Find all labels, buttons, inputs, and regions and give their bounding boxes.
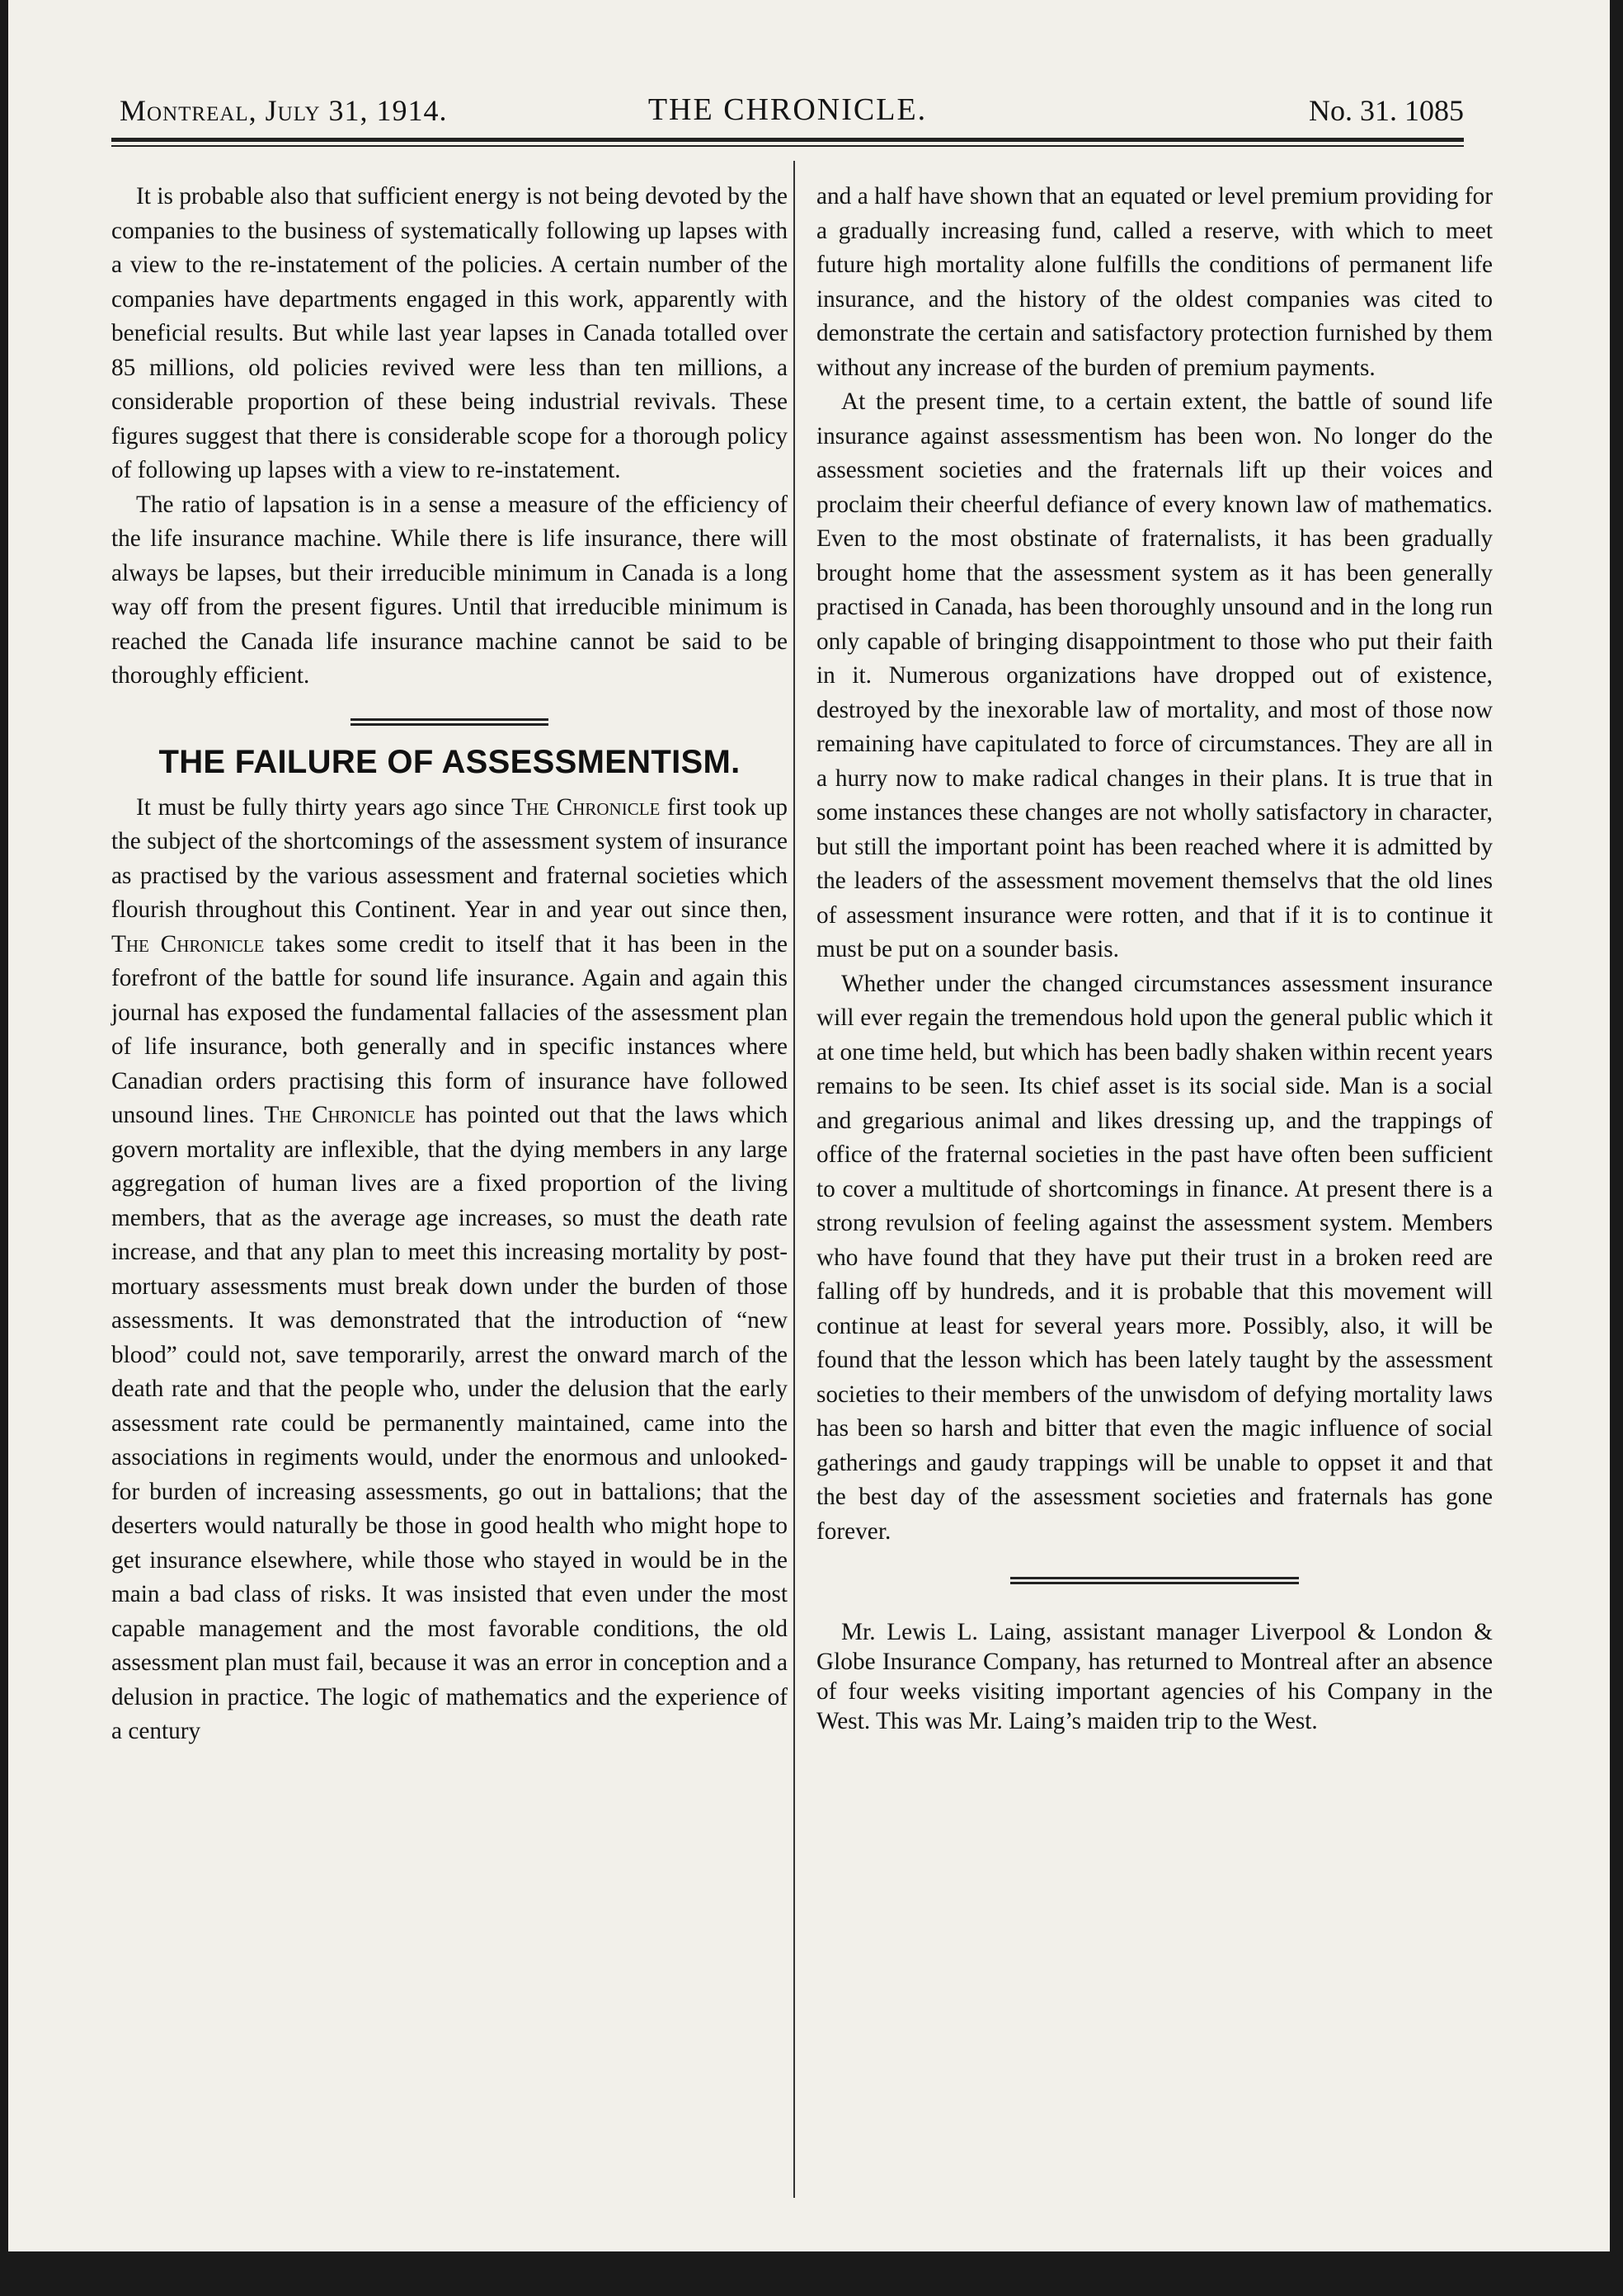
right-column <box>816 180 1493 1736</box>
header-rule-thin <box>111 145 1464 147</box>
battle-paragraph: At the present time, to a certain extent, the battle of sound life insurance against assessmentism has been won. No longer do the assessment societies and the fraternals lift up their voices and proclaim their cheerful defiance of every known law of mathematics. Even to the most obstinate of fraternalists, it has been gradually brought home that the assessment system as it has been generally practised in Canada, has been thoroughly unsound and in the long run only capable of bringing disappointment to those who put their faith in it. Numerous organizations have dropped out of existence, destroyed by the inexorable law of mortality, and most of those now remaining have capitulated to force of circumstances. They are all in a hurry now to make radical changes in their plans. It is true that in some instances these changes are not wholly satisfactory in character, but still the important point has been reached where it is admitted by the leaders of the assessment movement themselvs that the old lines of assessment insurance were rotten, and that if it is to continue it must be put on a sounder basis. <box>816 388 1493 962</box>
future-paragraph: Whether under the changed circumstances assessment insurance will ever regain the tremendous hold upon the general public which it at one time held, but which has been badly shaken within recent years remains to be seen. Its chief asset is its social side. Man is a social and gregarious animal and likes dressing up, and the trappings of office of the fraternal societies in the past have often been sufficient to cover a multitude of shortcomings in finance. At present there is a strong revulsion of feeling against the assessment system. Members who have found that they have put their trust in a broken reed are falling off by hundreds, and it is probable that this movement will continue at least for several years more. Possibly, also, it will be found that the lesson which has been lately taught by the assessment societies to their members of the unwisdom of defying mortality laws has been so harsh and bitter that even the magic influence of social gatherings and gaudy trappings will be unable to oppset it and that the best day of the assessment societies and fraternals has gone forever. <box>816 970 1493 1545</box>
left-column <box>111 180 788 1749</box>
lapses-paragraph: It is probable also that sufficient energy is not being devoted by the companies to the business of systematically following up lapses with a view to the re-instatement of the policies. A certain number of the companies have departments engaged in this work, apparently with beneficial results. But while last year lapses in Canada totalled over 85 millions, old policies revived were less than ten millions, a considerable proportion of these being industrial revivals. These figures suggest that there is considerable scope for a thorough policy of following up lapses with a view to re-instatement. <box>111 183 788 483</box>
header-rule-thick <box>111 138 1464 142</box>
note-divider <box>1010 1577 1299 1584</box>
assessment-article-paragraph: It must be fully thirty years ago since The Chronicle first took up the subject of the shortcomings of the assessment system of insurance as practised by the various assessment and fraternal societies which flourish throughout this Continent. Year in and year out since then, The Chronicle takes some credit to itself that it has been in the forefront of the battle for sound life insurance. Again and again this journal has exposed the fundamental fallacies of the assessment plan of life insurance, both generally and in specific instances where Canadian orders practising this form of insurance have followed unsound lines. The Chronicle has pointed out that the laws which govern mortality are inflexible, that the dying members in any large aggregation of human lives are a fixed proportion of the living members, that as the average age increases, so must the death rate increase, and that any plan to meet this increasing mortality by post-mortuary assessments must break down under the burden of those assessments. It was demonstrated that the introduction of “new blood” could not, save temporarily, arrest the onward march of the death rate and that the people who, under the delusion that the early assessment rate could be permanently maintained, came into the associations in regiments would, under the enormous and unlooked-for burden of increasing assessments, go out in battalions; that the deserters would naturally be those in good health who might hope to get insurance elsewhere, while those who stayed in would be in the main a bad class of risks. It was insisted that even under the most capable management and the most favorable conditions, the old assessment plan must fail, because it was an error in conception and a delusion in practice. The logic of mathematics and the experience of a century <box>111 793 788 1744</box>
section-divider <box>350 718 548 726</box>
column-divider <box>793 161 795 2198</box>
continuation-paragraph: and a half have shown that an equated or level premium providing for a gradually increasing fund, called a reserve, with which to meet future high mortality alone fulfills the conditions of permanent life insurance, and the history of the oldest companies was cited to demonstrate the certain and satisfactory protection furnished by them without any increase of the burden of premium payments. <box>816 183 1493 381</box>
article-heading: THE FAILURE OF ASSESSMENTISM. <box>158 743 741 780</box>
publication-name: The Chronicle <box>264 1102 416 1128</box>
publication-name: The Chronicle <box>511 793 661 821</box>
header-date: Montreal, July 31, 1914. <box>120 94 448 127</box>
header-title: THE CHRONICLE. <box>647 92 928 127</box>
publication-name: The Chronicle <box>111 930 265 957</box>
personal-note: Mr. Lewis L. Laing, assistant manager Liverpool & London & Globe Insurance Company, has returned to Montreal after an absence of four weeks visiting important agencies of his Company in the West. This was Mr. Laing’s maiden trip to the West. <box>816 1619 1493 1734</box>
page-header <box>111 87 1464 136</box>
newspaper-page <box>8 0 1610 2251</box>
header-issue-number: No. 31. 1085 <box>1309 94 1464 127</box>
lapsation-paragraph: The ratio of lapsation is in a sense a measure of the efficiency of the life insurance machine. While there is life insurance, there will always be lapses, but their irreducible minimum in Canada is a long way off from the present figures. Until that irreducible minimum is reached the Canada life insurance machine cannot be said to be thoroughly efficient. <box>111 491 788 689</box>
